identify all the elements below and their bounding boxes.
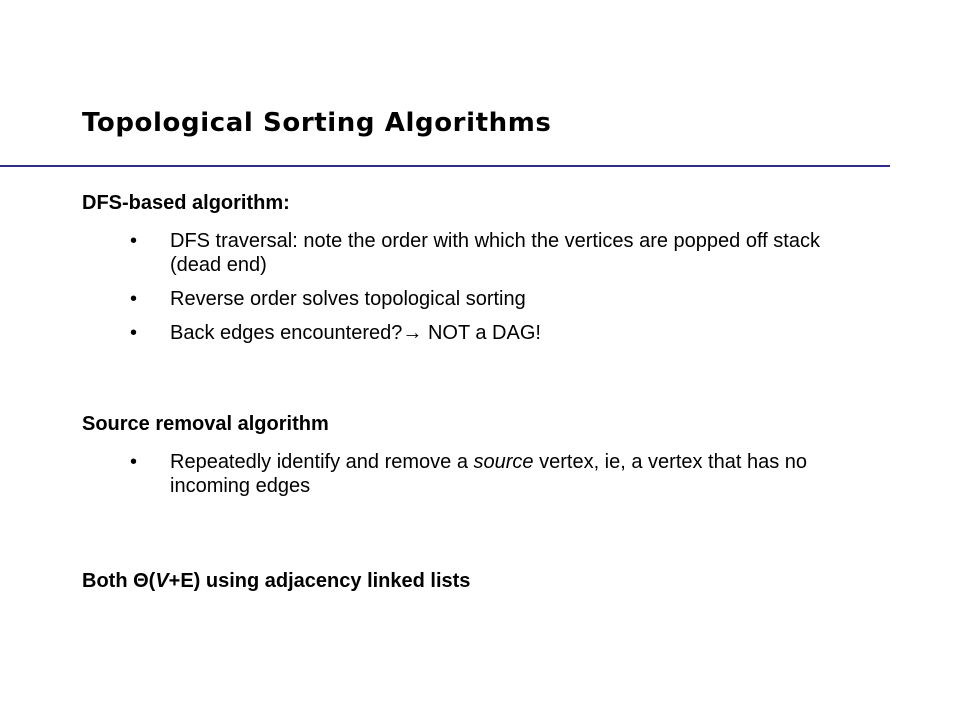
list-item (130, 321, 830, 345)
dfs-bullet-list (130, 229, 830, 345)
bullet-icon: • (130, 322, 138, 344)
bullet-icon: • (130, 288, 138, 310)
bullet-icon: • (130, 230, 138, 252)
bullet-text-after: vertex, ie, a vertex that has no incoming edges (170, 451, 808, 497)
bullet-text-before: Repeatedly identify and remove a (170, 451, 474, 473)
source-removal-bullet-list (130, 450, 830, 498)
list-item (130, 229, 830, 277)
bullet-text: Reverse order solves topological sorting (170, 288, 526, 310)
complexity-var-v: V (155, 570, 169, 592)
title-underline (0, 165, 890, 167)
bullet-text: DFS traversal: note the order with which the vertices are popped off stack (dead end) (170, 230, 820, 276)
complexity-statement (82, 569, 470, 593)
complexity-prefix: Both Θ( (82, 570, 156, 592)
complexity-suffix: +E) using adjacency linked lists (168, 570, 471, 592)
bullet-icon: • (130, 451, 138, 473)
section-heading-dfs: DFS-based algorithm: (82, 192, 290, 214)
slide-title: Topological Sorting Algorithms (82, 108, 552, 138)
bullet-text-emphasis: source (473, 451, 534, 473)
section-heading-source-removal: Source removal algorithm (82, 413, 329, 435)
bullet-text: Back edges encountered?→ NOT a DAG! (170, 322, 541, 344)
list-item (130, 450, 830, 498)
list-item (130, 287, 830, 311)
